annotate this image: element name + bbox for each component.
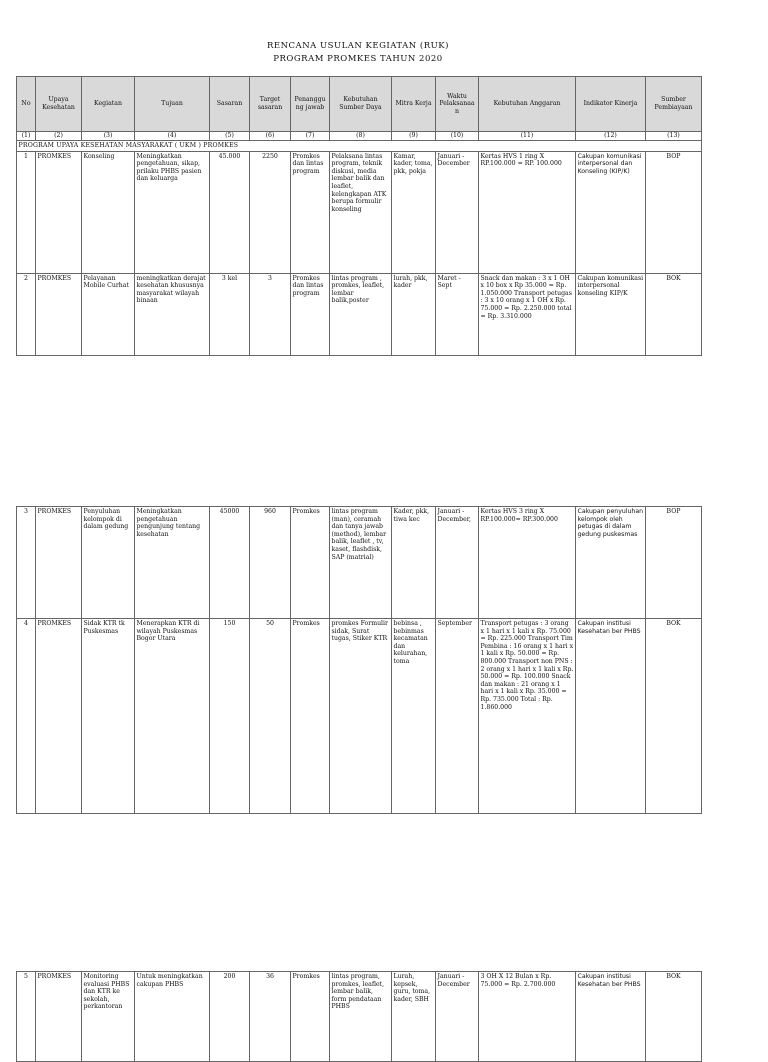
- cell-anggaran: Kertas HVS 1 ring X RP.100.000 = RP. 100.000: [479, 151, 576, 273]
- cell-target: 960: [250, 507, 291, 619]
- table-row: [17, 151, 702, 273]
- document-subtitle: PROGRAM PROMKES TAHUN 2020: [273, 54, 443, 64]
- header-cell: Sasaran: [210, 77, 250, 132]
- cell-penanggung-jawab: Promkes dan lintas program: [291, 151, 330, 273]
- cell-no: 1: [17, 151, 36, 273]
- header-row: [17, 77, 702, 132]
- cell-pembiayaan: BOK: [646, 619, 702, 814]
- cell-tujuan: Untuk meningkatkan cakupan PHBS: [135, 972, 210, 1062]
- cell-upaya: PROMKES: [36, 619, 82, 814]
- header-number: (9): [392, 132, 436, 141]
- cell-pembiayaan: BOK: [646, 273, 702, 355]
- cell-anggaran: Snack dan makan : 3 x 1 OH x 10 box x Rp 35.000 = Rp. 1.050.000 Transport petugas : 3 x 10 orang x 1 OH x Rp. 75.000 = Rp. 2.250.000 total = Rp. 3.310.000: [479, 273, 576, 355]
- cell-sasaran: 45000: [210, 507, 250, 619]
- header-number-row: [17, 132, 702, 141]
- header-number: (10): [436, 132, 479, 141]
- cell-sasaran: 45.000: [210, 151, 250, 273]
- header-cell: Tujuan: [135, 77, 210, 132]
- header-number: (7): [291, 132, 330, 141]
- header-cell: Kebutuhan Sumber Daya: [330, 77, 392, 132]
- cell-sumber-daya: lintas program, promkes, leaflet, lembar balik, form pendataan PHBS: [330, 972, 392, 1062]
- cell-target: 3: [250, 273, 291, 355]
- section-row: [17, 141, 702, 152]
- cell-sasaran: 200: [210, 972, 250, 1062]
- header-cell: Kebutuhan Anggaran: [479, 77, 576, 132]
- cell-sumber-daya: promkes Formulir sidak, Surat tugas, Stiker KTR: [330, 619, 392, 814]
- cell-waktu: September: [436, 619, 479, 814]
- cell-penanggung-jawab: Promkes: [291, 619, 330, 814]
- table-row: [17, 507, 702, 619]
- cell-sumber-daya: lintas program , promkes, leaflet, lembar balik,poster: [330, 273, 392, 355]
- cell-waktu: Januari - December,: [436, 507, 479, 619]
- cell-indikator: Cakupan komunikasi interpersonal konseling KIP/K: [576, 273, 646, 355]
- cell-pembiayaan: BOP: [646, 507, 702, 619]
- cell-waktu: Januari - December: [436, 972, 479, 1062]
- header-cell: Indikator Kinerja: [576, 77, 646, 132]
- cell-upaya: PROMKES: [36, 273, 82, 355]
- cell-indikator: Cakupan institusi Kesehatan ber PHBS: [576, 619, 646, 814]
- cell-mitra: lurah, pkk, kader: [392, 273, 436, 355]
- header-number: (12): [576, 132, 646, 141]
- cell-no: 3: [17, 507, 36, 619]
- table-row: [17, 972, 702, 1062]
- cell-kegiatan: Sidak KTR tk Puskesmas: [82, 619, 135, 814]
- ruk-table-part-1: [16, 76, 702, 356]
- header-number: (2): [36, 132, 82, 141]
- cell-tujuan: Meningkatkan pengetahuan, sikap, prilaku PHBS pasien dan keluarga: [135, 151, 210, 273]
- header-cell: No: [17, 77, 36, 132]
- cell-waktu: Januari - December: [436, 151, 479, 273]
- cell-indikator: Cakupan institusi Kesehatan ber PHBS: [576, 972, 646, 1062]
- header-cell: Kegiatan: [82, 77, 135, 132]
- cell-mitra: Kamar, kader, toma, pkk, pokja: [392, 151, 436, 273]
- header-cell: Penanggung jawab: [291, 77, 330, 132]
- section-label: PROGRAM UPAYA KESEHATAN MASYARAKAT ( UKM ) PROMKES: [17, 141, 702, 152]
- cell-kegiatan: Monitoring evaluasi PHBS dan KTR ke sekolah, perkantoran: [82, 972, 135, 1062]
- cell-tujuan: Meningkatkan pengetahuan pengunjung tentang kesehatan: [135, 507, 210, 619]
- cell-anggaran: 3 OH X 12 Bulan x Rp. 75.000 = Rp. 2.700.000: [479, 972, 576, 1062]
- cell-kegiatan: Pelayanan Mobile Curhat: [82, 273, 135, 355]
- header-cell: Upaya Kesehatan: [36, 77, 82, 132]
- header-cell: Sumber Pembiayaan: [646, 77, 702, 132]
- header-number: (3): [82, 132, 135, 141]
- header-number: (13): [646, 132, 702, 141]
- cell-kegiatan: Konseling: [82, 151, 135, 273]
- cell-indikator: Cakupan penyuluhan kelompok oleh petugas di dalam gedung puskesmas: [576, 507, 646, 619]
- cell-anggaran: Kertas HVS 3 ring X RP.100.000= RP.300.000: [479, 507, 576, 619]
- cell-no: 5: [17, 972, 36, 1062]
- cell-indikator: Cakupan komunikasi interpersonal dan Konseling (KIP/K): [576, 151, 646, 273]
- cell-sumber-daya: Pelaksana lintas program, teknik diskusi, media lembar balik dan leaflet, kelengkapan ATK berupa formulir konseling: [330, 151, 392, 273]
- cell-sasaran: 150: [210, 619, 250, 814]
- header-number: (8): [330, 132, 392, 141]
- cell-tujuan: meningkatkan derajat kesehatan khususnya masyarakat wilayah binaan: [135, 273, 210, 355]
- table-row: [17, 619, 702, 814]
- header-cell: Waktu Pelaksanaan: [436, 77, 479, 132]
- cell-upaya: PROMKES: [36, 151, 82, 273]
- header-number: (6): [250, 132, 291, 141]
- cell-penanggung-jawab: Promkes: [291, 507, 330, 619]
- cell-penanggung-jawab: Promkes: [291, 972, 330, 1062]
- ruk-table-part-3: [16, 971, 702, 1062]
- header-cell: Target sasaran: [250, 77, 291, 132]
- cell-target: 2250: [250, 151, 291, 273]
- header-number: (5): [210, 132, 250, 141]
- table-row: [17, 273, 702, 355]
- cell-waktu: Maret - Sept: [436, 273, 479, 355]
- document-title: RENCANA USULAN KEGIATAN (RUK): [267, 41, 449, 51]
- cell-anggaran: Transport petugas : 3 orang x 1 hari x 1 kali x Rp. 75.000 = Rp. 225.000 Transport Tim Pembina : 16 orang x 1 hari x 1 kali x Rp. 50.000 = Rp. 800.000 Transport non PNS : 2 orang x 1 hari x 1 kali x Rp. 50.000 = Rp. 100.000 Snack dan makan : 21 orang x 1 hari x 1 kali x Rp. 35.000 = Rp. 735.000 Total : Rp. 1.860.000: [479, 619, 576, 814]
- cell-tujuan: Menerapkan KTR di wilayah Puskesmas Bogor Utara: [135, 619, 210, 814]
- cell-mitra: Lurah, kepsek, guru, toma, kader, SBH: [392, 972, 436, 1062]
- cell-kegiatan: Penyuluhan kelompok di dalam gedung: [82, 507, 135, 619]
- header-number: (4): [135, 132, 210, 141]
- cell-no: 4: [17, 619, 36, 814]
- cell-mitra: Kader, pkk, tiwa kec: [392, 507, 436, 619]
- cell-target: 36: [250, 972, 291, 1062]
- header-cell: Mitra Kerja: [392, 77, 436, 132]
- header-number: (11): [479, 132, 576, 141]
- cell-penanggung-jawab: Promkes dan lintas program: [291, 273, 330, 355]
- header-number: (1): [17, 132, 36, 141]
- cell-sasaran: 3 kel: [210, 273, 250, 355]
- cell-upaya: PROMKES: [36, 507, 82, 619]
- ruk-table-part-2: [16, 506, 702, 814]
- cell-target: 50: [250, 619, 291, 814]
- cell-pembiayaan: BOK: [646, 972, 702, 1062]
- cell-upaya: PROMKES: [36, 972, 82, 1062]
- cell-no: 2: [17, 273, 36, 355]
- cell-mitra: bebinsa , bebinmas kecamatan dan kelurahan, toma: [392, 619, 436, 814]
- cell-pembiayaan: BOP: [646, 151, 702, 273]
- cell-sumber-daya: lintas program (man), ceramah dan tanya jawab (method), lembar balik, leaflet , tv, kaset, flashdisk, SAP (matrial): [330, 507, 392, 619]
